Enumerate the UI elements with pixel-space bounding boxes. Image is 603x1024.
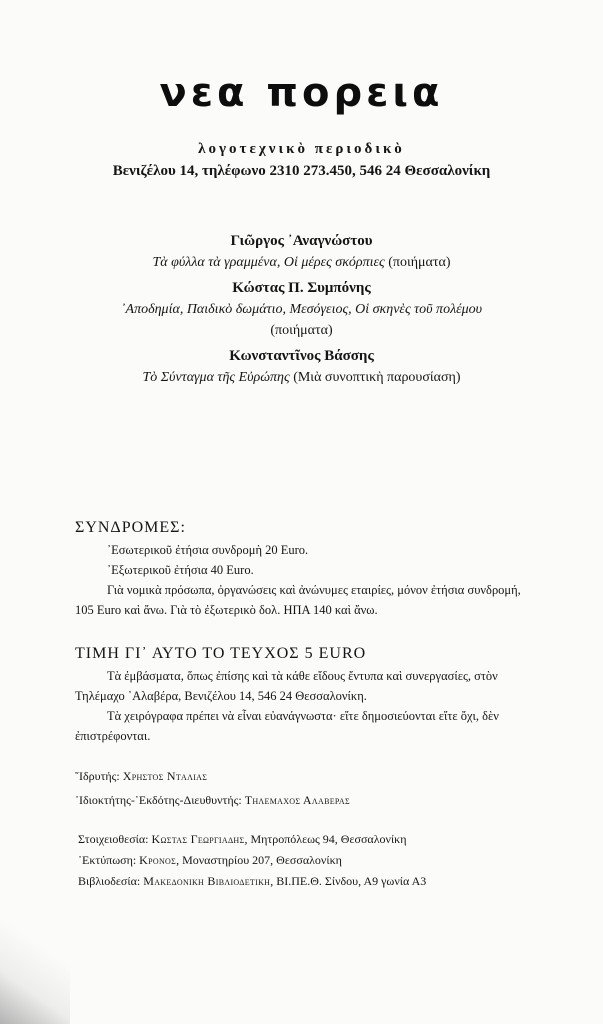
- scan-shadow: [0, 894, 70, 1024]
- work-note: (ποιήματα): [270, 323, 333, 338]
- production-credits: [78, 829, 426, 892]
- manuscripts-note: Τὰ χειρόγραφα πρέπει νὰ εἶναι εὐανάγνωστα· εἴτε δημοσιεύονται εἴτε ὄχι, δὲν ἐπιστρέφονται.: [75, 709, 499, 743]
- table-of-contents: [0, 230, 603, 388]
- contents-work: [0, 299, 603, 341]
- work-note: (ποιήματα): [388, 255, 451, 270]
- subscriptions-heading: ΣΥΝΔΡΟΜΕΣ:: [75, 519, 186, 536]
- magazine-address: Βενιζέλου 14, τηλέφωνο 2310 273.450, 546 24 Θεσσαλονίκη: [112, 163, 491, 179]
- contents-author: Γιῶργος ᾿Αναγνώστου: [230, 233, 373, 249]
- contents-work: [0, 252, 603, 273]
- magazine-subtitle: λογοτεχνικὸ περιοδικὸ: [198, 141, 405, 157]
- binding-line: Βιβλιοδεσία: Μακεδονικη Βιβλιοδετικη, ΒΙ.ΠΕ.Θ. Σίνδου, Α9 γωνία Α3: [78, 874, 427, 888]
- subscription-institutional: Γιὰ νομικὰ πρόσωπα, ὀργανώσεις καὶ ἀνώνυμες εταιρίες, μόνον ἐτήσια συνδρομή, 105 Euro καὶ ἄνω. Γιὰ τὸ ἐξωτερικὸ δολ. ΗΠΑ 140 καὶ ἄνω.: [75, 583, 521, 617]
- masthead-credits: [75, 766, 350, 811]
- remittance-note: Τὰ ἐμβάσματα, ὅπως ἐπίσης καὶ τὰ κάθε εἴδους ἔντυπα καὶ συνεργασίες, στὸν Τηλέμαχο ᾿Αλαβέρα, Βενιζέλου 14, 546 24 Θεσσαλονίκη.: [75, 669, 498, 703]
- subscription-foreign: ᾿Εξωτερικοῦ ἐτήσια 40 Euro.: [107, 563, 254, 577]
- price-text: [75, 666, 530, 746]
- contents-author: Κώστας Π. Συμπόνης: [232, 280, 371, 296]
- magazine-masthead: νεα πορεια: [159, 70, 444, 116]
- price-heading: ΤΙΜΗ ΓΙ᾿ ΑΥΤΟ ΤΟ ΤΕΥΧΟΣ 5 EURO: [75, 645, 367, 662]
- work-titles: ᾿Αποδημία, Παιδικὸ δωμάτιο, Μεσόγειος, Οἱ σκηνὲς τοῦ πολέμου: [120, 302, 483, 317]
- typesetting-line: Στοιχειοθεσία: Κωστας Γεωργιαδης, Μητροπόλεως 94, Θεσσαλονίκη: [78, 832, 407, 846]
- work-titles: Τὸ Σύνταγμα τῆς Εὐρώπης: [142, 370, 290, 385]
- founder-line: ῞Ιδρυτής: Χρηστος Ντaλιας: [75, 769, 208, 783]
- printing-line: ᾿Εκτύπωση: Κρονος, Μοναστηρίου 207, Θεσσαλονίκη: [78, 853, 342, 867]
- subscription-domestic: ᾿Εσωτερικοῦ ἐτήσια συνδρομὴ 20 Euro.: [107, 543, 309, 557]
- work-titles: Τὰ φύλλα τὰ γραμμένα, Οἱ μέρες σκόρπιες: [152, 255, 385, 270]
- contents-work: [0, 367, 603, 388]
- owner-line: ᾿Ιδιοκτήτης-᾿Εκδότης-Διευθυντής: Τηλεμαχος Αλαβερας: [75, 793, 350, 807]
- subscriptions-text: [75, 540, 530, 620]
- work-note: (Μιὰ συνοπτικὴ παρουσίαση): [293, 370, 461, 385]
- contents-author: Κωνσταντῖνος Βάσσης: [229, 348, 374, 364]
